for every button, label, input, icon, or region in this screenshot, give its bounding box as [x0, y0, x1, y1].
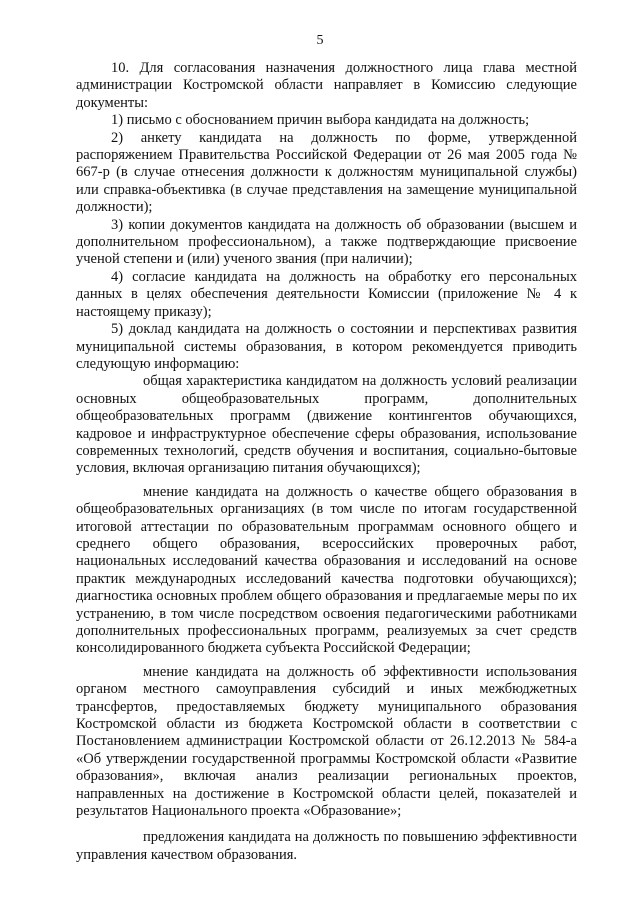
item-5-report: 5) доклад кандидата на должность о состоянии и перспективах развития муниципальной системы образования, в котором рекомендуется приводить следующую информацию: [76, 321, 577, 372]
page-number: 5 [316, 33, 324, 48]
report-quality-management-proposals: предложения кандидата на должность по повышению эффективности управления качеством образования. [76, 829, 577, 863]
item-4-consent: 4) согласие кандидата на должность на обработку его персональных данных в целях обеспечения деятельности Комиссии (приложение № 4 к настоящему приказу); [76, 268, 577, 320]
item-1-letter: 1) письмо с обоснованием причин выбора кандидата на должность; [111, 112, 530, 129]
item-3-education-copies: 3) копии документов кандидата на должность об образовании (высшем и дополнительном профессиональном), а также подтверждающие присвоение ученой степени и (или) ученого звания (при наличии); [76, 216, 577, 268]
report-general-characteristics: общая характеристика кандидатом на должность условий реализации основных общеобразовательных программ, дополнительных общеобразовательных программ (движение контингентов обучающихся, кадровое и инфраструктурное обеспечение сферы образования, использование современных технологий, средств обучения и воспитания, социально-бытовые условия, включая организацию питания обучающихся); [76, 373, 577, 477]
paragraph-10-intro: 10. Для согласования назначения должностного лица глава местной администрации Костромской области направляет в Комиссию следующие документы: [76, 60, 577, 111]
document-body [76, 60, 577, 864]
report-education-quality-opinion: мнение кандидата на должность о качестве общего образования в общеобразовательных организациях (в том числе по итогам государственной итоговой аттестации по образовательным программам основного общего и среднего общего образования, всероссийских проверочных работ, национальных исследований качества образования и исследований на основе практик международных исследований качества подготовки обучающихся); диагностика основных проблем общего образования и предлагаемые меры по их устранению, в том числе посредством освоения педагогическими работниками дополнительных профессиональных программ, реализуемых за счет средств консолидированного бюджета субъекта Российской Федерации; [76, 483, 577, 657]
item-2-questionnaire: 2) анкету кандидата на должность по форме, утвержденной распоряжением Правительства Российской Федерации от 26 мая 2005 года № 667-р (в случае отнесения должности к должностям муниципальной службы) или справка-объективка (в случае представления на замещение муниципальной должности); [76, 129, 577, 216]
report-subsidies-efficiency-opinion: мнение кандидата на должность об эффективности использования органом местного самоуправления субсидий и иных межбюджетных трансфертов, предоставляемых бюджету муниципального образования Костромской области из бюджета Костромской области в соответствии с Постановлением администрации Костромской области от 26.12.2013 № 584-а «Об утверждении государственной программы Костромской области «Развитие образования», включая анализ реализации региональных проектов, направленных на достижение в Костромской области целей, показателей и результатов Национального проекта «Образование»; [76, 663, 577, 820]
